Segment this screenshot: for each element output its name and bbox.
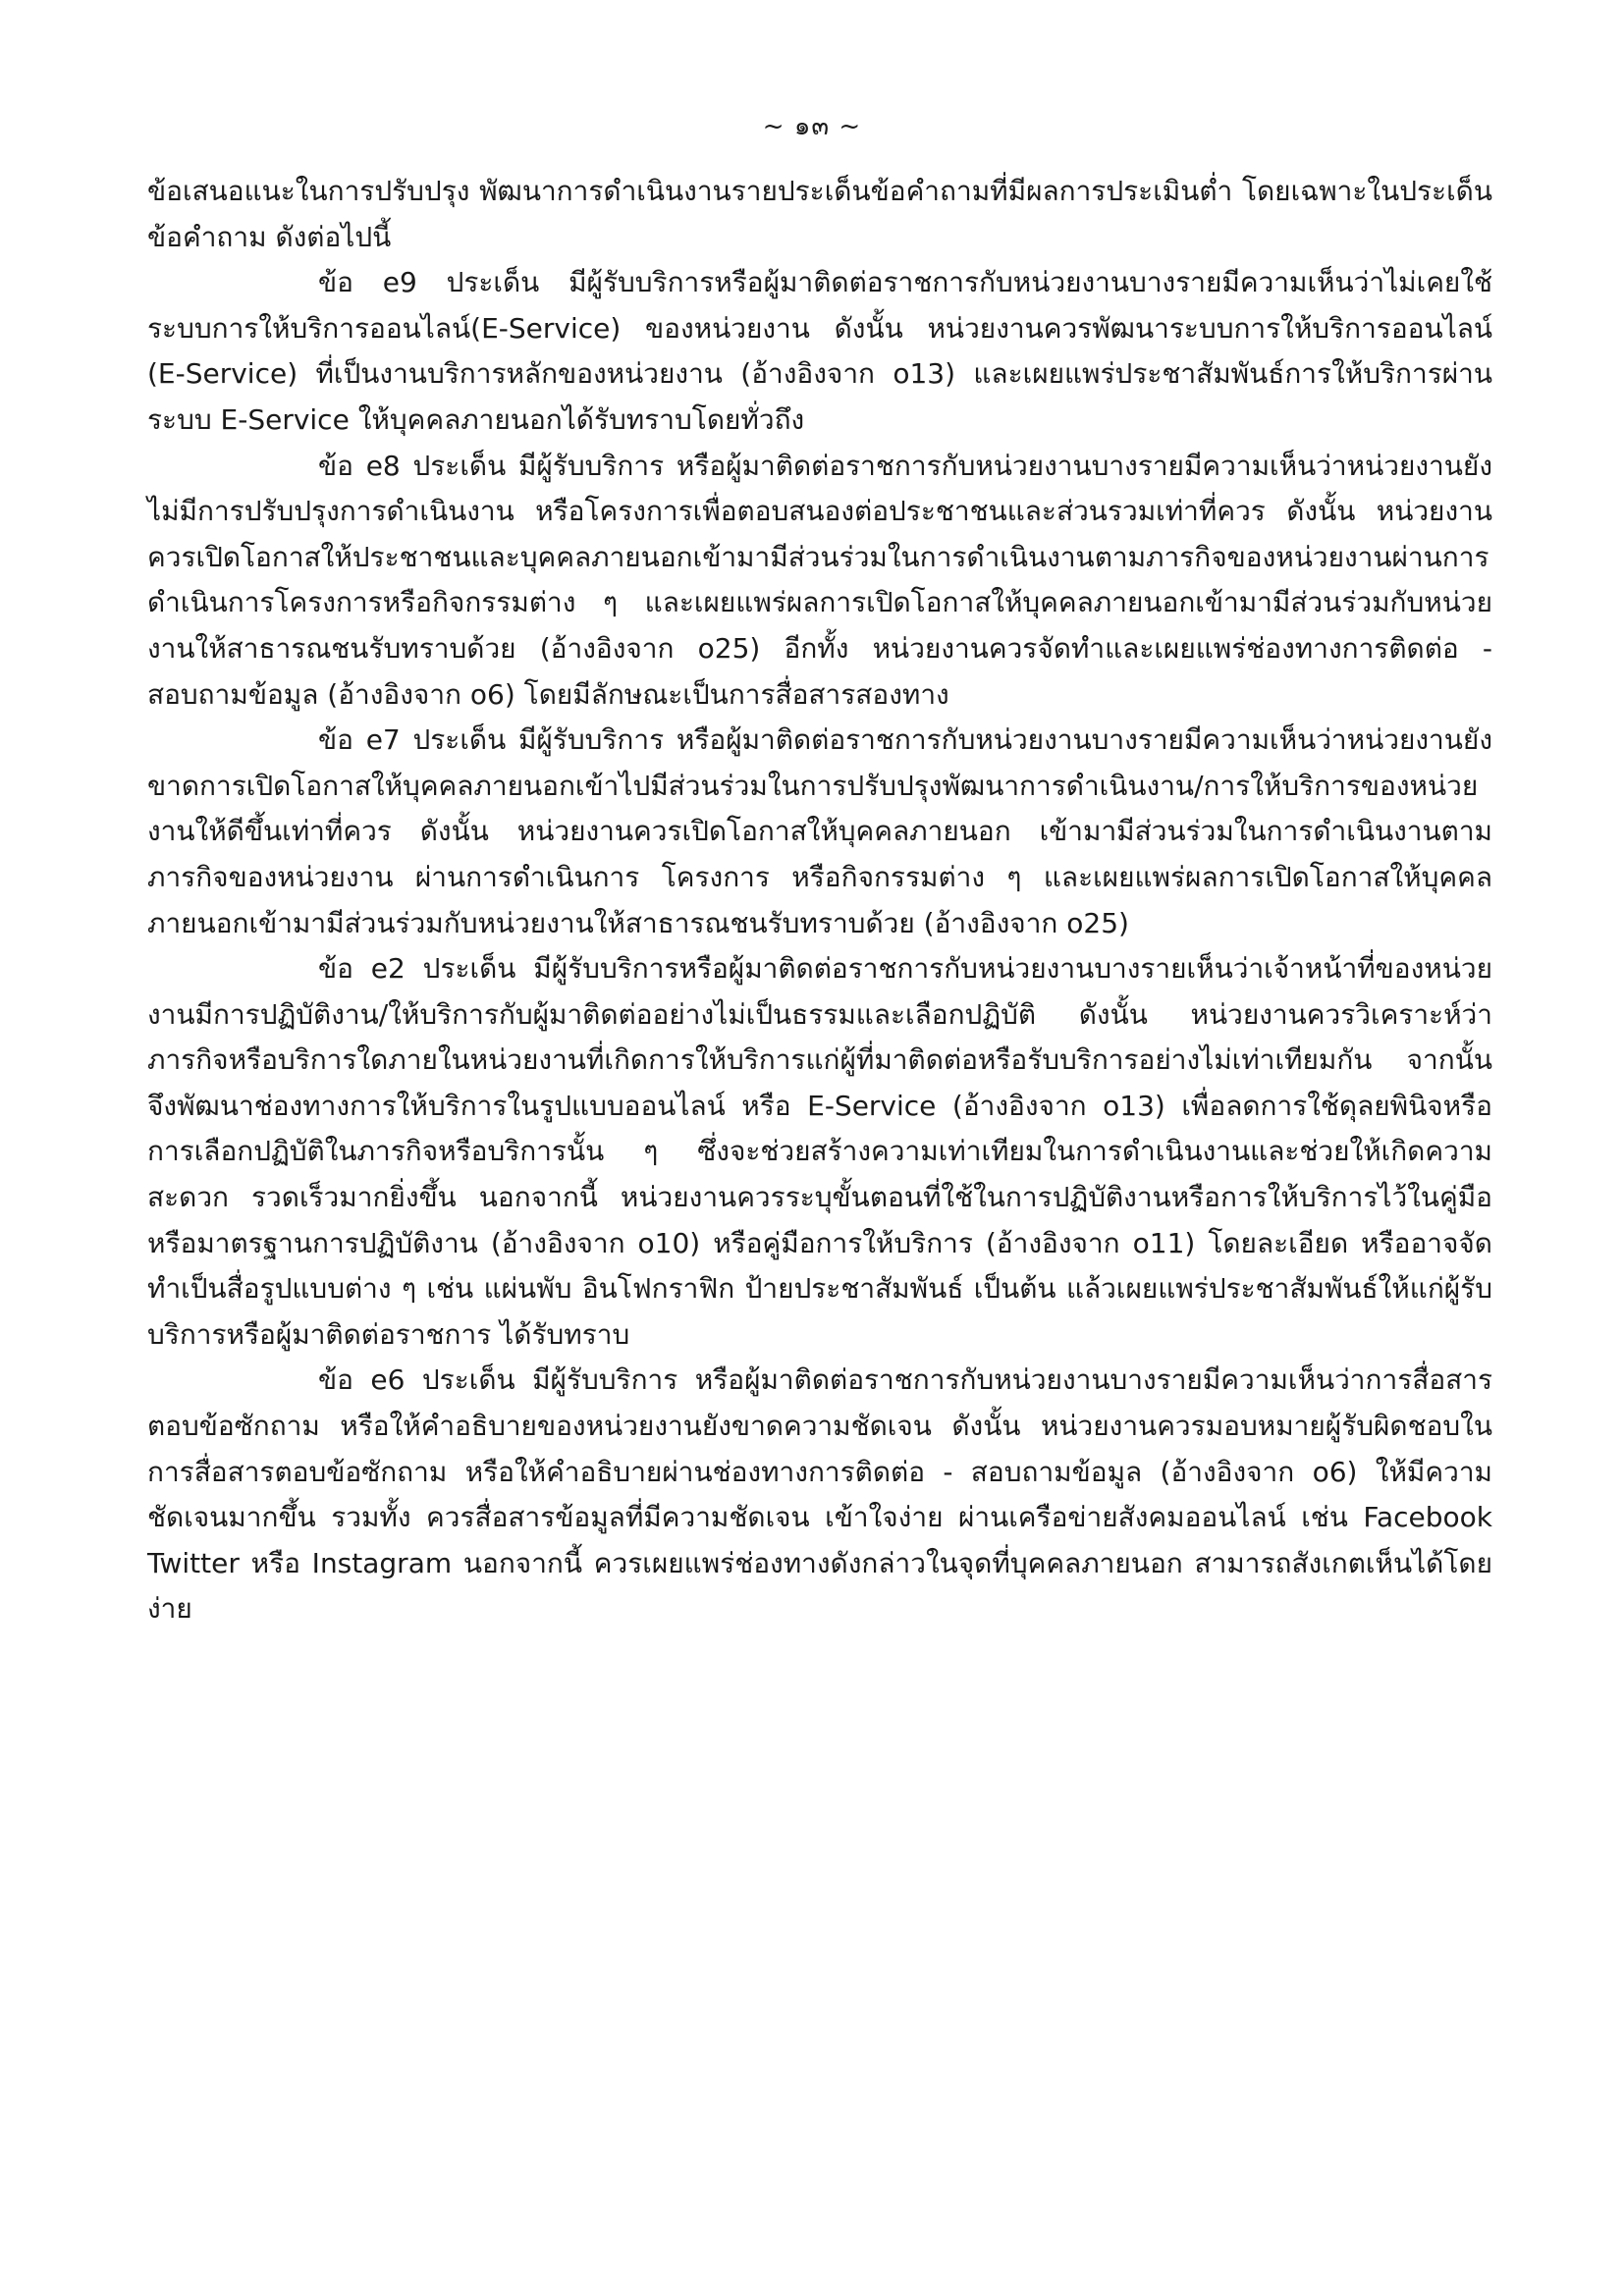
paragraph-e6: ข้อ e6 ประเด็น มีผู้รับบริการ หรือผู้มาติดต่อราชการกับหน่วยงานบางรายมีความเห็นว่าการสื่อสารตอบข้อซักถาม หรือให้คำอธิบายของหน่วยงานยังขาดความชัดเจน ดังนั้น หน่วยงานควรมอบหมายผู้รับผิดชอบในการสื่อสารตอบข้อซักถาม หรือให้คำอธิบายผ่านช่องทางการติดต่อ - สอบถามข้อมูล (อ้างอิงจาก o6) ให้มีความชัดเจนมากขึ้น รวมทั้ง ควรสื่อสารข้อมูลที่มีความชัดเจน เข้าใจง่าย ผ่านเครือข่ายสังคมออนไลน์ เช่น Facebook Twitter หรือ Instagram นอกจากนี้ ควรเผยแพร่ช่องทางดังกล่าวในจุดที่บุคคลภายนอก สามารถสังเกตเห็นได้โดยง่าย [147, 1363, 1492, 1626]
paragraph-e7: ข้อ e7 ประเด็น มีผู้รับบริการ หรือผู้มาติดต่อราชการกับหน่วยงานบางรายมีความเห็นว่าหน่วยงานยังขาดการเปิดโอกาสให้บุคคลภายนอกเข้าไปมีส่วนร่วมในการปรับปรุงพัฒนาการดำเนินงาน/การให้บริการของหน่วยงานให้ดีขึ้นเท่าที่ควร ดังนั้น หน่วยงานควรเปิดโอกาสให้บุคคลภายนอก เข้ามามีส่วนร่วมในการดำเนินงานตามภารกิจของหน่วยงาน ผ่านการดำเนินการ โครงการ หรือกิจกรรมต่าง ๆ และเผยแพร่ผลการเปิดโอกาสให้บุคคลภายนอกเข้ามามีส่วนร่วมกับหน่วยงานให้สาธารณชนรับทราบด้วย (อ้างอิงจาก o25) [147, 723, 1492, 939]
paragraph-intro: ข้อเสนอแนะในการปรับปรุง พัฒนาการดำเนินงานรายประเด็นข้อคำถามที่มีผลการประเมินต่ำ โดยเฉพาะในประเด็นข้อคำถาม ดังต่อไปนี้ [147, 175, 1492, 253]
paragraph-e9: ข้อ e9 ประเด็น มีผู้รับบริการหรือผู้มาติดต่อราชการกับหน่วยงานบางรายมีความเห็นว่าไม่เคยใช้ระบบการให้บริการออนไลน์(E-Service) ของหน่วยงาน ดังนั้น หน่วยงานควรพัฒนาระบบการให้บริการออนไลน์ (E-Service) ที่เป็นงานบริการหลักของหน่วยงาน (อ้างอิงจาก o13) และเผยแพร่ประชาสัมพันธ์การให้บริการผ่านระบบ E-Service ให้บุคคลภายนอกได้รับทราบโดยทั่วถึง [147, 266, 1492, 436]
paragraph-e8: ข้อ e8 ประเด็น มีผู้รับบริการ หรือผู้มาติดต่อราชการกับหน่วยงานบางรายมีความเห็นว่าหน่วยงานยังไม่มีการปรับปรุงการดำเนินงาน หรือโครงการเพื่อตอบสนองต่อประชาชนและส่วนรวมเท่าที่ควร ดังนั้น หน่วยงานควรเปิดโอกาสให้ประชาชนและบุคคลภายนอกเข้ามามีส่วนร่วมในการดำเนินงานตามภารกิจของหน่วยงานผ่านการดำเนินการโครงการหรือกิจกรรมต่าง ๆ และเผยแพร่ผลการเปิดโอกาสให้บุคคลภายนอกเข้ามามีส่วนร่วมกับหน่วยงานให้สาธารณชนรับทราบด้วย (อ้างอิงจาก o25) อีกทั้ง หน่วยงานควรจัดทำและเผยแพร่ช่องทางการติดต่อ - สอบถามข้อมูล (อ้างอิงจาก o6) โดยมีลักษณะเป็นการสื่อสารสองทาง [147, 449, 1492, 711]
document-body [147, 169, 1492, 1632]
paragraph-e2: ข้อ e2 ประเด็น มีผู้รับบริการหรือผู้มาติดต่อราชการกับหน่วยงานบางรายเห็นว่าเจ้าหน้าที่ของหน่วยงานมีการปฏิบัติงาน/ให้บริการกับผู้มาติดต่ออย่างไม่เป็นธรรมและเลือกปฏิบัติ ดังนั้น หน่วยงานควรวิเคราะห์ว่าภารกิจหรือบริการใดภายในหน่วยงานที่เกิดการให้บริการแก่ผู้ที่มาติดต่อหรือรับบริการอย่างไม่เท่าเทียมกัน จากนั้นจึงพัฒนาช่องทางการให้บริการในรูปแบบออนไลน์ หรือ E-Service (อ้างอิงจาก o13) เพื่อลดการใช้ดุลยพินิจหรือการเลือกปฏิบัติในภารกิจหรือบริการนั้น ๆ ซึ่งจะช่วยสร้างความเท่าเทียมในการดำเนินงานและช่วยให้เกิดความสะดวก รวดเร็วมากยิ่งขึ้น นอกจากนี้ หน่วยงานควรระบุขั้นตอนที่ใช้ในการปฏิบัติงานหรือการให้บริการไว้ในคู่มือหรือมาตรฐานการปฏิบัติงาน (อ้างอิงจาก o10) หรือคู่มือการให้บริการ (อ้างอิงจาก o11) โดยละเอียด หรืออาจจัดทำเป็นสื่อรูปแบบต่าง ๆ เช่น แผ่นพับ อินโฟกราฟิก ป้ายประชาสัมพันธ์ เป็นต้น แล้วเผยแพร่ประชาสัมพันธ์ให้แก่ผู้รับบริการหรือผู้มาติดต่อราชการ ได้รับทราบ [147, 952, 1492, 1351]
page-number: ~ ๑๓ ~ [762, 112, 862, 141]
